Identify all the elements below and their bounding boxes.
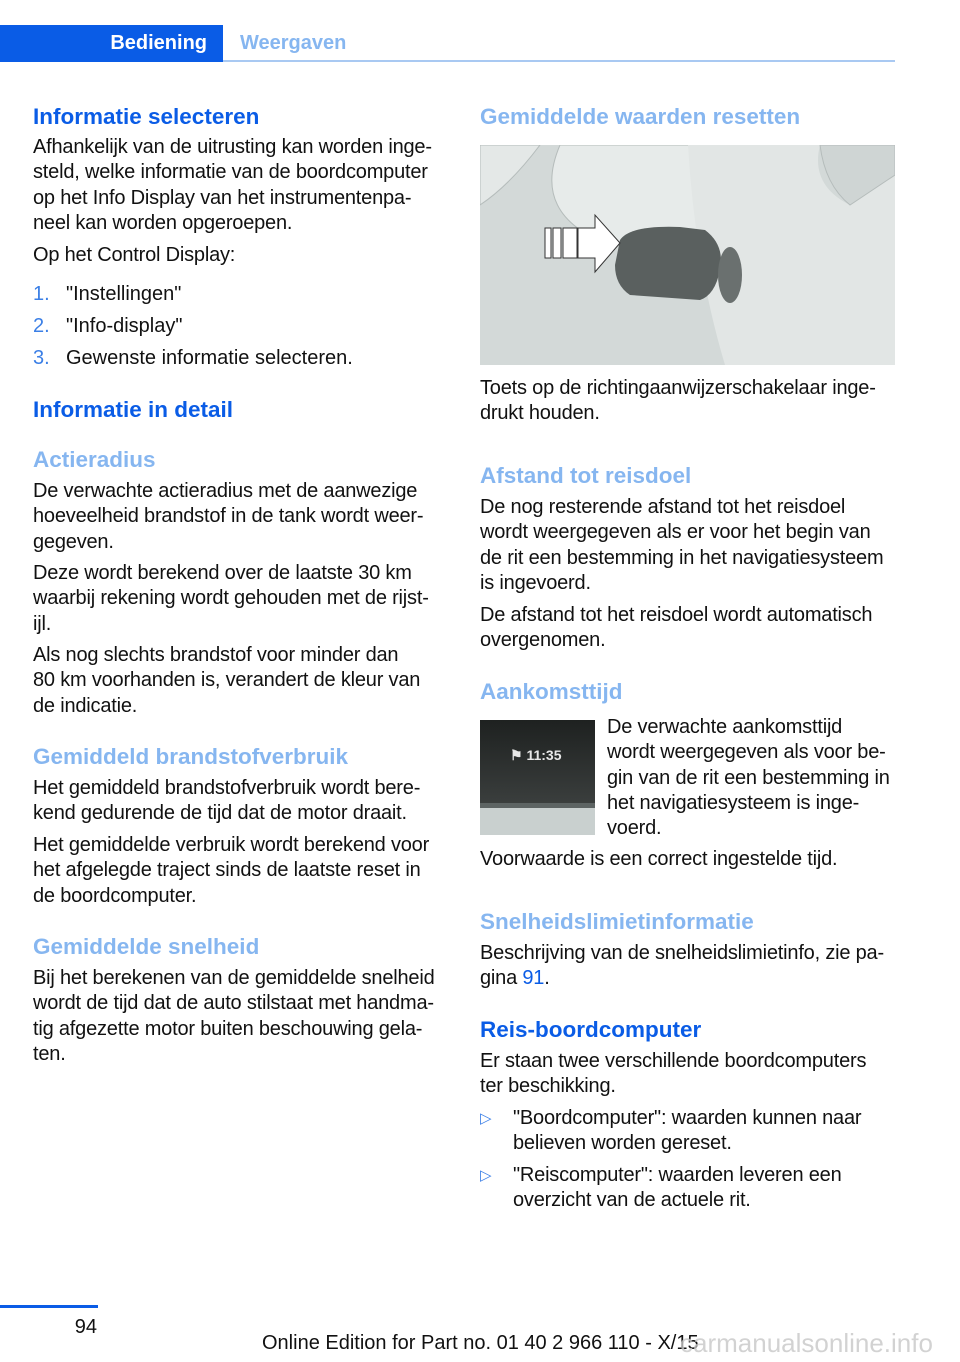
line: Deze wordt berekend over de laatste 30 km — [33, 562, 412, 584]
line: ijl. — [33, 612, 52, 635]
paragraph — [480, 376, 900, 427]
line: "Boordcomputer": waarden kunnen naar — [513, 1107, 862, 1129]
triangle-bullet-icon: ▷ — [480, 1110, 492, 1127]
heading-actieradius: Actieradius — [33, 447, 156, 472]
line: kend gedurende de tijd dat de motor draait. — [33, 802, 407, 825]
bullet-item — [480, 1106, 900, 1157]
line: tig afgezette motor buiten beschouwing gela- — [33, 1017, 423, 1040]
line: op het Info Display van het instrumentenpa- — [33, 186, 412, 209]
destination-flag-icon: ⚑ — [510, 747, 527, 763]
list-number: 3. — [33, 347, 50, 369]
line: believen worden gereset. — [513, 1132, 732, 1155]
paragraph — [480, 603, 900, 654]
heading-gemiddelde-waarden-resetten: Gemiddelde waarden resetten — [480, 104, 801, 129]
line: De verwachte actieradius met de aanwezige — [33, 480, 418, 502]
line — [480, 966, 900, 991]
page-number: 94 — [74, 1316, 97, 1338]
paragraph — [33, 561, 453, 637]
text: gina — [480, 967, 523, 990]
paragraph — [480, 1049, 900, 1100]
list-number: 1. — [33, 283, 50, 305]
line: gegeven. — [33, 530, 114, 553]
heading-informatie-selecteren: Informatie selecteren — [33, 104, 260, 129]
line: Er staan twee verschillende boordcomputers — [480, 1050, 867, 1072]
line: hoeveelheid brandstof in de tank wordt weer- — [33, 505, 424, 528]
line: Afhankelijk van de uitrusting kan worden inge- — [33, 136, 432, 158]
line: "Reiscomputer": waarden leveren een — [513, 1164, 842, 1186]
line: het navigatiesysteem is inge- — [607, 791, 860, 814]
line: wordt weergegeven als er voor het begin van — [480, 521, 871, 544]
paragraph: Voorwaarde is een correct ingestelde tijd. — [480, 848, 838, 870]
line: De nog resterende afstand tot het reisdoel — [480, 496, 846, 518]
paragraph — [607, 715, 907, 841]
line: Het gemiddelde verbruik wordt berekend voor — [33, 834, 430, 856]
line: De verwachte aankomsttijd — [607, 716, 843, 738]
line: Beschrijving van de snelheidslimietinfo, zie pa- — [480, 942, 884, 964]
tab-weergaven[interactable]: Weergaven — [240, 32, 347, 54]
line: steld, welke informatie van de boordcomputer — [33, 161, 428, 184]
list-text: "Info-display" — [66, 315, 183, 337]
paragraph — [33, 643, 453, 719]
triangle-bullet-icon: ▷ — [480, 1167, 492, 1184]
paragraph — [33, 833, 453, 909]
heading-aankomsttijd: Aankomsttijd — [480, 679, 623, 704]
line: de rit een bestemming in het navigatiesysteem — [480, 546, 884, 569]
line: Bij het berekenen van de gemiddelde snelheid — [33, 967, 435, 989]
line: wordt weergegeven als voor be- — [607, 741, 886, 764]
line: drukt houden. — [480, 402, 600, 425]
line: Toets op de richtingaanwijzerschakelaar inge- — [480, 377, 876, 399]
line: het afgelegde traject sinds de laatste reset in — [33, 859, 421, 882]
header-divider — [223, 60, 895, 62]
watermark: carmanualsonline.info — [680, 1328, 933, 1358]
line: De afstand tot het reisdoel wordt automatisch — [480, 604, 873, 626]
list-item — [33, 346, 453, 371]
line: Als nog slechts brandstof voor minder dan — [33, 644, 399, 666]
list-item — [33, 314, 453, 339]
line: Het gemiddeld brandstofverbruik wordt bere- — [33, 777, 421, 799]
paragraph — [33, 479, 453, 555]
line: de indicatie. — [33, 694, 138, 717]
list-text: Gewenste informatie selecteren. — [66, 347, 353, 369]
paragraph — [480, 941, 900, 992]
text: . — [544, 967, 550, 990]
heading-afstand-tot-reisdoel: Afstand tot reisdoel — [480, 463, 692, 488]
list-item — [33, 282, 453, 307]
line: wordt de tijd dat de auto stilstaat met handma- — [33, 992, 434, 1015]
line: overgenomen. — [480, 629, 606, 652]
paragraph — [33, 776, 453, 827]
line: de boordcomputer. — [33, 884, 197, 907]
paragraph: Op het Control Display: — [33, 244, 236, 266]
heading-informatie-in-detail: Informatie in detail — [33, 397, 234, 422]
tab-bediening[interactable]: Bediening — [0, 25, 223, 62]
display-time — [510, 747, 562, 764]
list-text: "Instellingen" — [66, 283, 182, 305]
turn-signal-stalk-illustration — [480, 145, 895, 365]
paragraph — [33, 966, 453, 1067]
footer-rule — [0, 1305, 98, 1308]
paragraph — [480, 495, 900, 596]
line: ter beschikking. — [480, 1075, 616, 1098]
list-number: 2. — [33, 315, 50, 337]
line: waarbij rekening wordt gehouden met de rijst- — [33, 587, 429, 610]
heading-gemiddelde-snelheid: Gemiddelde snelheid — [33, 934, 260, 959]
arrival-time-display-image — [480, 720, 595, 835]
time-text: 11:35 — [526, 747, 562, 763]
line: is ingevoerd. — [480, 571, 591, 594]
heading-reis-boordcomputer: Reis-boordcomputer — [480, 1017, 702, 1042]
line: gin van de rit een bestemming in — [607, 766, 890, 789]
paragraph — [33, 135, 453, 236]
edition-text: Online Edition for Part no. 01 40 2 966 110 - X/15 — [262, 1332, 699, 1354]
heading-snelheidslimietinformatie: Snelheidslimietinformatie — [480, 909, 754, 934]
bullet-item — [480, 1163, 900, 1214]
line: 80 km voorhanden is, verandert de kleur van — [33, 669, 421, 692]
line: neel kan worden opgeroepen. — [33, 211, 293, 234]
line: overzicht van de actuele rit. — [513, 1189, 751, 1212]
line: ten. — [33, 1042, 66, 1065]
line: voerd. — [607, 817, 662, 840]
heading-gemiddeld-brandstofverbruik: Gemiddeld brandstofverbruik — [33, 744, 349, 769]
page-link[interactable]: 91 — [522, 967, 545, 990]
